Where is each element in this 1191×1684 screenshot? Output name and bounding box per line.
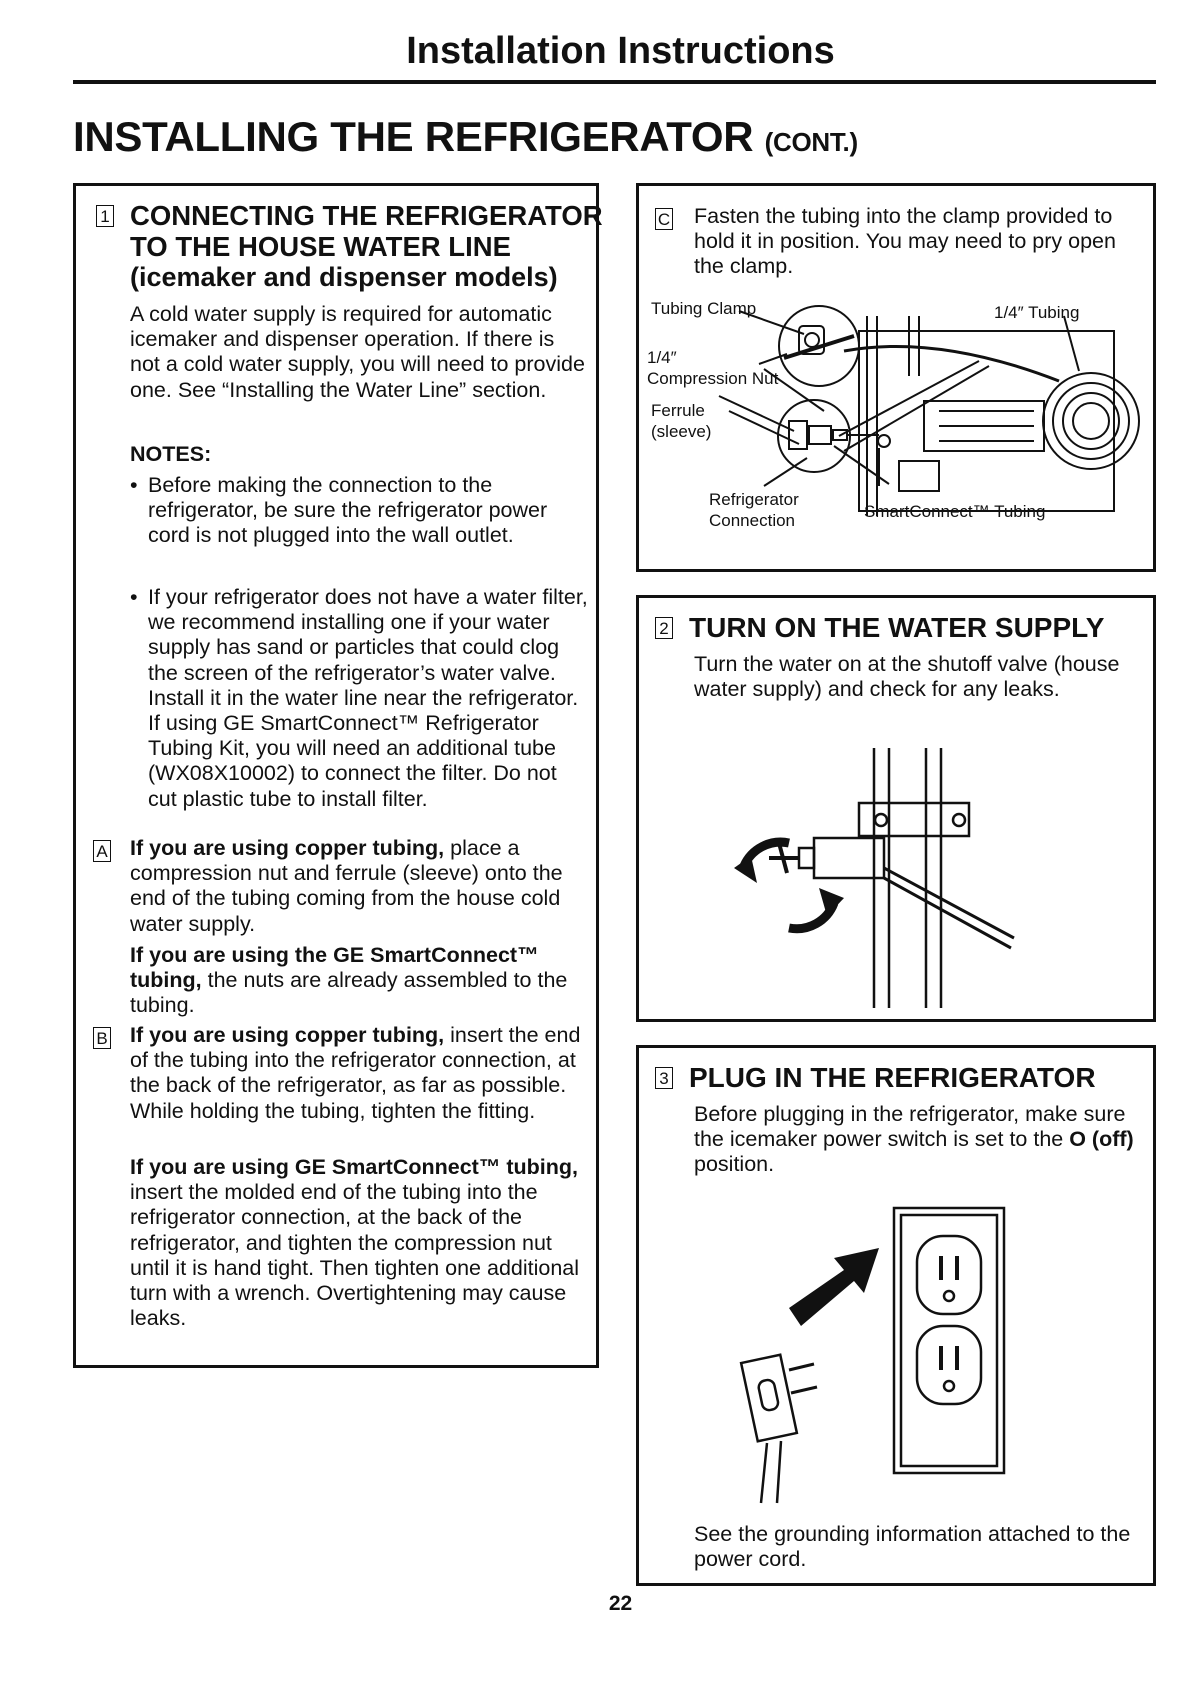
note-text: If your refrigerator does not have a water filter, we recommend installing one if your water supply has sand or particles that could clog the screen of the refrigerator’s water valve. Install it in the water line near the refrigerator. If using GE SmartConnect™ Refrigerator Tubing Kit, you will need an additional tube (WX08X10002) to connect the filter. Do not cut plastic tube to install filter. xyxy=(148,585,588,811)
label-ferrule: Ferrule xyxy=(651,401,705,420)
bullet-dot: • xyxy=(130,473,138,497)
notes-label: NOTES: xyxy=(130,442,212,466)
water-supply-panel xyxy=(636,595,1156,1022)
section-1-subtitle: (icemaker and dispenser models) xyxy=(130,262,558,292)
step-a-letter: A xyxy=(93,840,111,862)
page-heading xyxy=(73,113,858,161)
step-c-text: Fasten the tubing into the clamp provided to hold it in position. You may need to pry open the clamp. xyxy=(694,204,1116,278)
plug-in-text: Before plugging in the refrigerator, make sure the icemaker power switch is set to the O (off) position. xyxy=(694,1102,1134,1176)
section-number-3: 3 xyxy=(655,1067,673,1089)
page-number: 22 xyxy=(608,1592,633,1615)
page-heading-main: INSTALLING THE REFRIGERATOR xyxy=(73,113,754,160)
header-rule xyxy=(73,80,1156,84)
label-connection: Connection xyxy=(709,511,796,530)
label-refrigerator: Refrigerator xyxy=(709,490,799,509)
section-3-title-text: PLUG IN THE REFRIGERATOR xyxy=(689,1062,1096,1093)
label-quarter-tubing: 1/4″ Tubing xyxy=(994,303,1080,322)
label-tubing-clamp: Tubing Clamp xyxy=(651,299,757,318)
intro-paragraph: A cold water supply is required for automatic icemaker and dispenser operation. If there is not a cold water supply, you will need to provide one. See “Installing the Water Line” section. xyxy=(130,302,585,402)
label-smartconnect-tubing: SmartConnect™ Tubing xyxy=(864,502,1046,521)
grounding-note: See the grounding information attached to the power cord. xyxy=(694,1522,1131,1571)
section-2-title-text: TURN ON THE WATER SUPPLY xyxy=(689,612,1105,643)
step-a-alt-text: If you are using the GE SmartConnect™ tubing, the nuts are already assembled to the tubing. xyxy=(130,943,568,1018)
step-c-letter: C xyxy=(655,208,673,230)
connect-water-line-panel xyxy=(73,183,603,1368)
label-compression-nut: Compression Nut xyxy=(647,369,779,388)
section-1-title-line1: CONNECTING THE REFRIGERATOR xyxy=(130,200,603,231)
water-supply-text: Turn the water on at the shutoff valve (house water supply) and check for any leaks. xyxy=(694,652,1120,701)
header-title: Installation Instructions xyxy=(406,30,835,72)
section-number-2: 2 xyxy=(655,617,673,639)
step-a-text: If you are using copper tubing, place a compression nut and ferrule (sleeve) onto the end of the tubing coming from the house cold water supply. xyxy=(130,836,563,936)
section-number-1: 1 xyxy=(96,205,114,227)
plug-in-panel xyxy=(636,1045,1156,1586)
label-sleeve: (sleeve) xyxy=(651,422,712,441)
page-heading-cont: (CONT.) xyxy=(764,127,858,157)
label-compression-nut-size: 1/4″ xyxy=(647,348,677,367)
note-text: Before making the connection to the refrigerator, be sure the refrigerator power cord is not plugged into the wall outlet. xyxy=(148,473,548,548)
shutoff-valve-illustration xyxy=(639,598,1153,1019)
step-b-alt-text: If you are using GE SmartConnect™ tubing, insert the molded end of the tubing into the refrigerator connection, at the back of the refrigerator, and tighten the compression nut until it is hand tight. Then tighten one additional turn with a wrench. Overtightening may cause leaks. xyxy=(130,1155,580,1331)
bullet-dot: • xyxy=(130,585,138,609)
step-c-panel xyxy=(636,183,1156,572)
step-b-text: If you are using copper tubing, insert the end of the tubing into the refrigerator connection, at the back of the refrigerator, as far as possible. While holding the tubing, tighten the fitting. xyxy=(130,1023,581,1123)
step-b-letter: B xyxy=(93,1027,111,1049)
outlet-plug-illustration xyxy=(639,1048,1153,1583)
section-1-title-line2: TO THE HOUSE WATER LINE xyxy=(130,231,511,262)
